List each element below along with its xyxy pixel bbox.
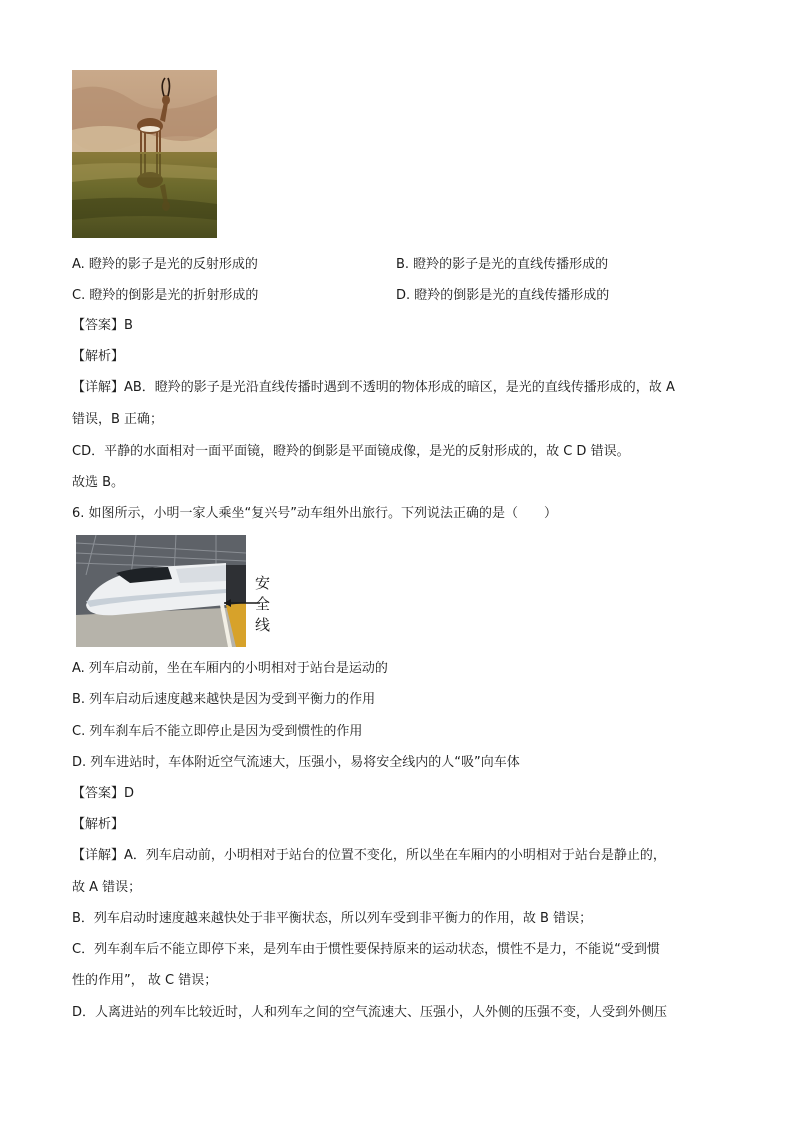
q6-detail-line-5: 性的作用”， 故 C 错误； — [72, 973, 218, 988]
q5-option-c: C. 瞪羚的倒影是光的折射形成的 — [72, 288, 259, 303]
q5-detail-line-3: CD．平静的水面相对一面平面镜，瞪羚的倒影是平面镜成像，是光的反射形成的，故 C D 错误。 — [72, 444, 630, 459]
safety-line-label-1: 安 — [255, 574, 271, 592]
train-photo — [76, 535, 246, 647]
q5-detail-line-1: 【详解】AB．瞪羚的影子是光沿直线传播时遇到不透明的物体形成的暗区，是光的直线传播形成的，故 A — [72, 380, 675, 395]
q6-detail-line-3: B．列车启动时速度越来越快处于非平衡状态，所以列车受到非平衡力的作用，故 B 错误； — [72, 911, 593, 926]
safety-line-label-3: 线 — [255, 616, 271, 634]
q5-detail-line-2: 错误，B 正确； — [72, 412, 164, 427]
q6-detail-line-1: 【详解】A．列车启动前，小明相对于站台的位置不变化，所以坐在车厢内的小明相对于站台是静止的， — [72, 848, 666, 863]
q6-answer: 【答案】D — [72, 786, 135, 801]
q6-analysis-heading: 【解析】 — [72, 817, 125, 832]
safety-line-label-2: 全 — [255, 595, 271, 613]
q6-option-d: D. 列车进站时，车体附近空气流速大，压强小，易将安全线内的人“吸”向车体 — [72, 755, 520, 770]
q5-option-b: B. 瞪羚的影子是光的直线传播形成的 — [396, 257, 609, 272]
q6-option-c: C. 列车刹车后不能立即停止是因为受到惯性的作用 — [72, 724, 363, 739]
gazelle-illustration — [72, 70, 217, 238]
q6-detail-line-4: C．列车刹车后不能立即停下来，是列车由于惯性要保持原来的运动状态，惯性不是力，不能说“受到惯 — [72, 942, 660, 957]
q5-answer: 【答案】B — [72, 318, 133, 333]
q5-conclusion: 故选 B。 — [72, 475, 125, 490]
q5-analysis-heading: 【解析】 — [72, 349, 125, 364]
gazelle-photo — [72, 70, 217, 238]
q6-detail-line-2: 故 A 错误； — [72, 880, 142, 895]
q6-detail-line-6: D．人离进站的列车比较近时，人和列车之间的空气流速大、压强小，人外侧的压强不变，人受到外侧压 — [72, 1005, 668, 1020]
q6-option-a: A. 列车启动前，坐在车厢内的小明相对于站台是运动的 — [72, 661, 388, 676]
q6-stem: 6. 如图所示，小明一家人乘坐“复兴号”动车组外出旅行。下列说法正确的是（ ） — [72, 506, 558, 521]
q6-option-b: B. 列车启动后速度越来越快是因为受到平衡力的作用 — [72, 692, 376, 707]
q5-option-d: D. 瞪羚的倒影是光的直线传播形成的 — [396, 288, 610, 303]
train-illustration — [76, 535, 246, 647]
q5-option-a: A. 瞪羚的影子是光的反射形成的 — [72, 257, 258, 272]
